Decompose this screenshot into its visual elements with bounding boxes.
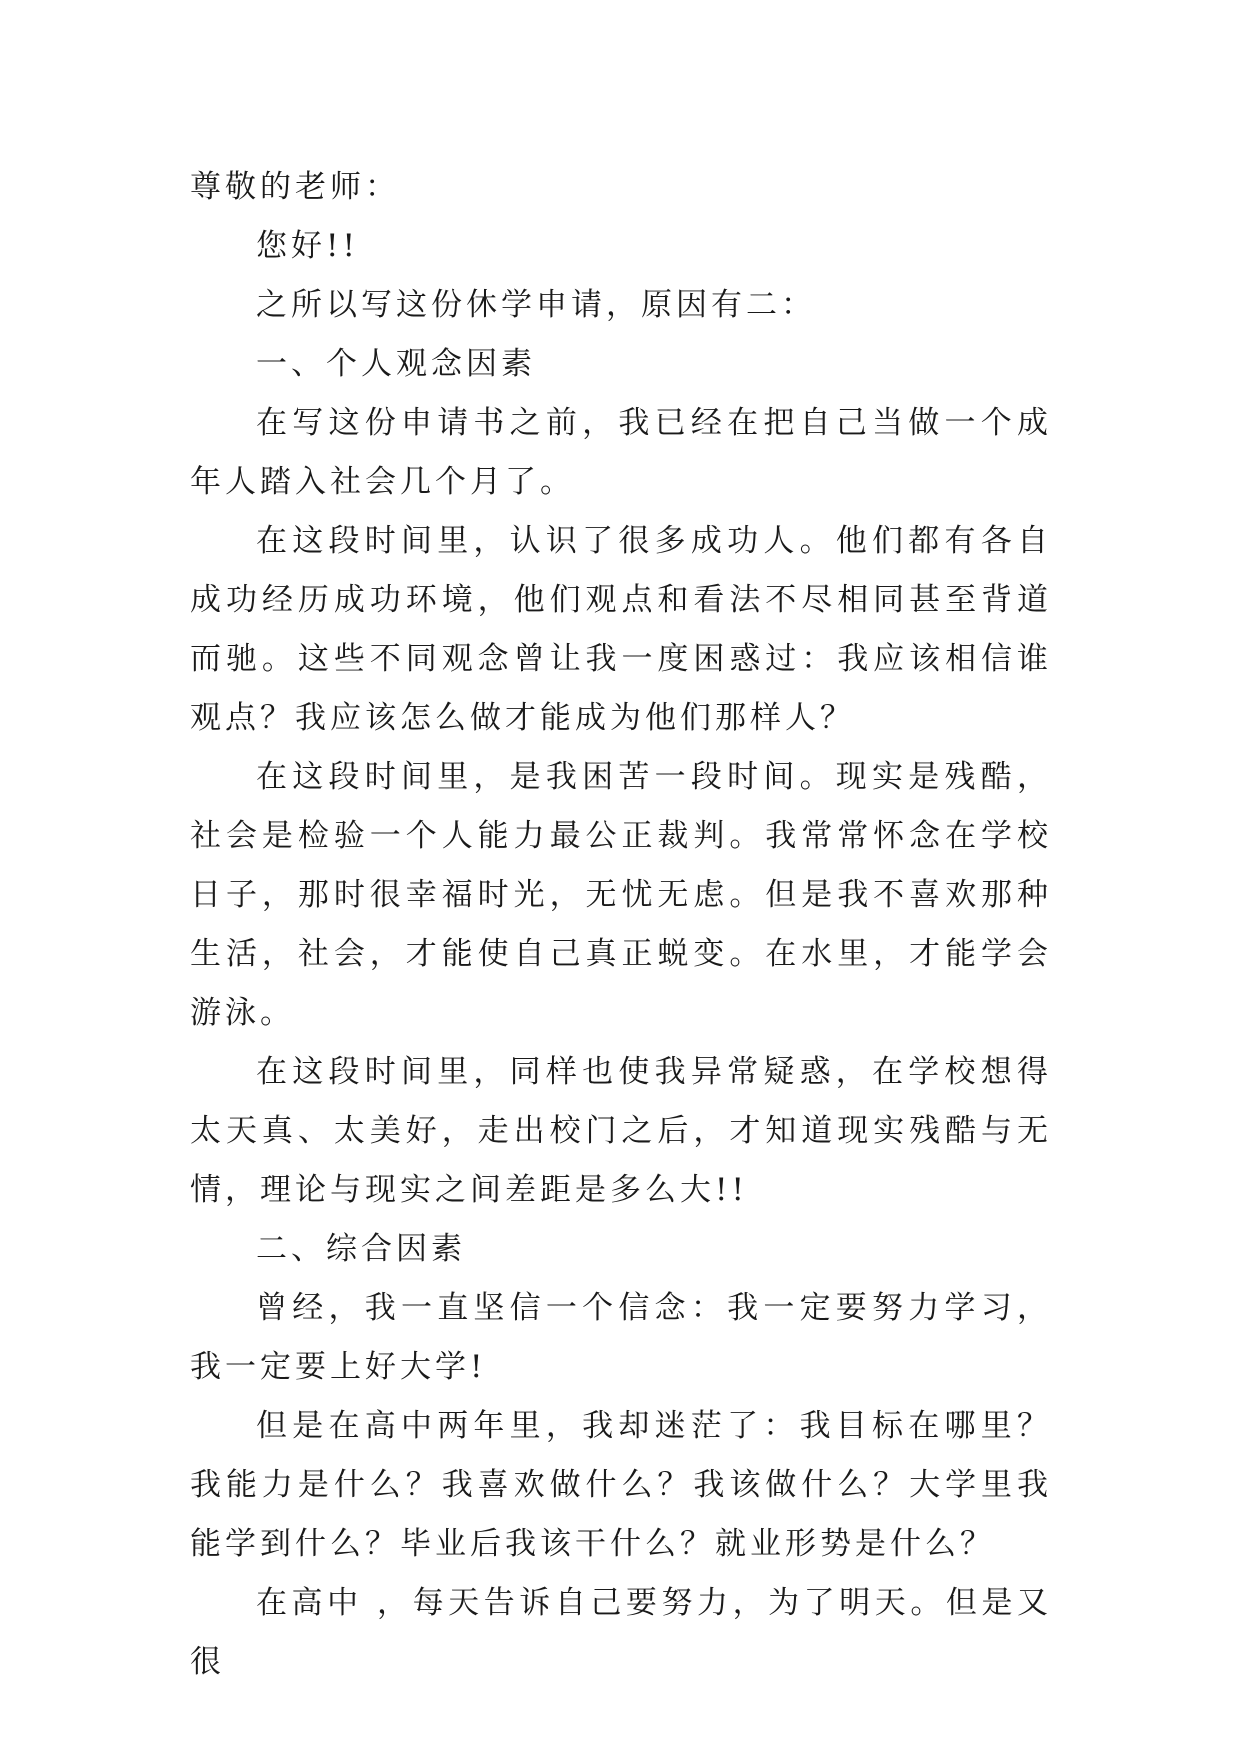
body-paragraph: 在高中 ，每天告诉自己要努力，为了明天。但是又很 [190,1585,1052,1680]
section-heading-comprehensive: 二、综合因素 [256,1231,466,1267]
salutation: 尊敬的老师： [190,169,400,205]
body-paragraph: 在这段时间里，认识了很多成功人。他们都有各自成功经历成功环境，他们观点和看法不尽相同甚至背道而驰。这些不同观念曾让我一度困惑过：我应该相信谁观点？我应该怎么做才能成为他们那样人？ [190,523,1052,736]
body-paragraph: 曾经，我一直坚信一个信念：我一定要努力学习，我一定要上好大学! [190,1290,1052,1385]
intro-paragraph: 之所以写这份休学申请，原因有二： [256,287,816,323]
body-paragraph: 在这段时间里，同样也使我异常疑惑，在学校想得太天真、太美好，走出校门之后，才知道现实残酷与无情，理论与现实之间差距是多么大!! [190,1054,1052,1208]
body-paragraph: 在写这份申请书之前，我已经在把自己当做一个成年人踏入社会几个月了。 [190,405,1052,500]
body-paragraph: 在这段时间里，是我困苦一段时间。现实是残酷，社会是检验一个人能力最公正裁判。我常常怀念在学校日子，那时很幸福时光，无忧无虑。但是我不喜欢那种生活，社会，才能使自己真正蜕变。在水里，才能学会游泳。 [190,759,1052,1031]
section-heading-personal: 一、个人观念因素 [256,346,536,382]
greeting-paragraph: 您好!! [256,228,359,264]
document-body [190,158,1052,1692]
body-paragraph: 但是在高中两年里，我却迷茫了：我目标在哪里？我能力是什么？我喜欢做什么？我该做什么？大学里我能学到什么？毕业后我该干什么？就业形势是什么？ [190,1408,1052,1562]
